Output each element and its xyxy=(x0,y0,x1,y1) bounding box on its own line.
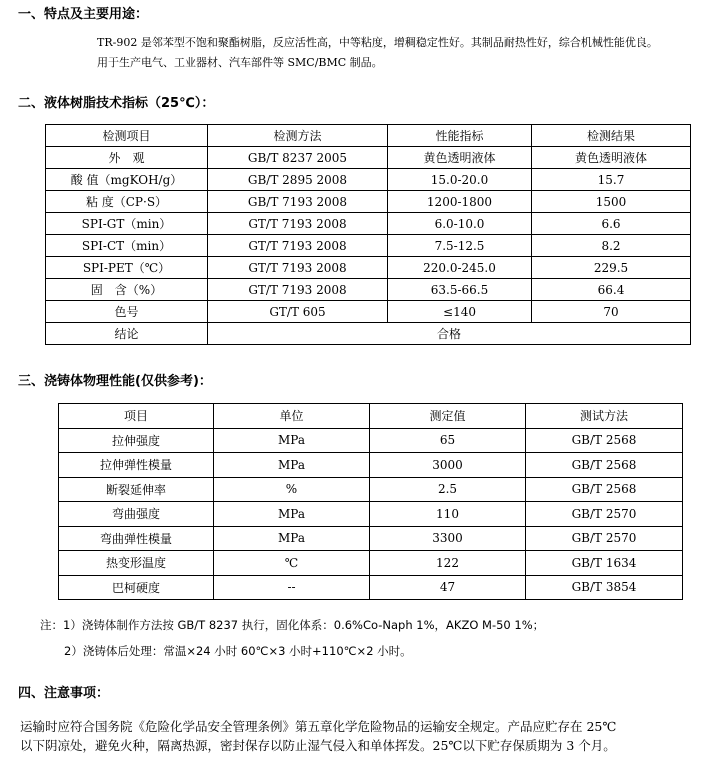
table-cell: ℃ xyxy=(214,551,370,576)
conclusion-value: 合格 xyxy=(208,323,691,345)
table-cell: GB/T 2895 2008 xyxy=(208,169,388,191)
table-row xyxy=(46,279,691,301)
table-cell: GB/T 2568 xyxy=(526,453,683,478)
header-cell: 性能指标 xyxy=(388,125,532,147)
table-cell: 3300 xyxy=(370,526,526,551)
table-cell: GT/T 605 xyxy=(208,301,388,323)
casting-properties-table xyxy=(58,403,683,600)
table-cell: 黄色透明液体 xyxy=(532,147,691,169)
table-cell: GT/T 7193 2008 xyxy=(208,213,388,235)
table-cell: % xyxy=(214,477,370,502)
table-cell: 7.5-12.5 xyxy=(388,235,532,257)
resin-spec-table xyxy=(45,124,691,345)
table-cell: SPI-CT（min） xyxy=(46,235,208,257)
table-cell: GB/T 2570 xyxy=(526,526,683,551)
table-header-row xyxy=(46,125,691,147)
table-cell: SPI-PET（℃） xyxy=(46,257,208,279)
table-row xyxy=(59,526,683,551)
conclusion-row xyxy=(46,323,691,345)
table-cell: 15.7 xyxy=(532,169,691,191)
table-header-row xyxy=(59,404,683,429)
conclusion-label: 结论 xyxy=(46,323,208,345)
table-cell: 弯曲强度 xyxy=(59,502,214,527)
table-cell: GB/T 2570 xyxy=(526,502,683,527)
table-cell: GT/T 7193 2008 xyxy=(208,235,388,257)
section-2-title: 二、液体树脂技术指标（25℃）： xyxy=(18,96,215,111)
table-row xyxy=(46,301,691,323)
table-cell: 弯曲弹性模量 xyxy=(59,526,214,551)
table-row xyxy=(46,257,691,279)
table-cell: 粘 度（CP·S） xyxy=(46,191,208,213)
table-cell: 110 xyxy=(370,502,526,527)
header-cell: 检测方法 xyxy=(208,125,388,147)
table-cell: 3000 xyxy=(370,453,526,478)
note-1: 注：1）浇铸体制作方法按 GB/T 8237 执行，固化体系：0.6%Co-Naph 1%，AKZO M-50 1%； xyxy=(40,618,545,632)
table-cell: 47 xyxy=(370,575,526,600)
table-row xyxy=(46,169,691,191)
table-cell: 热变形温度 xyxy=(59,551,214,576)
table-cell: ≤140 xyxy=(388,301,532,323)
section-1-line-1: TR-902 是邻苯型不饱和聚酯树脂，反应活性高，中等粘度，增稠稳定性好。其制品耐热性好，综合机械性能优良。 xyxy=(97,36,658,49)
table-cell: GT/T 7193 2008 xyxy=(208,279,388,301)
table-cell: 1200-1800 xyxy=(388,191,532,213)
table-row xyxy=(59,551,683,576)
table-row xyxy=(59,502,683,527)
table-cell: 固 含（%） xyxy=(46,279,208,301)
section-4-title: 四、注意事项： xyxy=(18,686,110,701)
table-row xyxy=(59,453,683,478)
header-cell: 测试方法 xyxy=(526,404,683,429)
table-row xyxy=(46,191,691,213)
table-cell: GB/T 2568 xyxy=(526,428,683,453)
table-cell: GB/T 2568 xyxy=(526,477,683,502)
table-row xyxy=(59,428,683,453)
table-cell: 229.5 xyxy=(532,257,691,279)
note-2: 2）浇铸体后处理：常温×24 小时 60℃×3 小时+110℃×2 小时。 xyxy=(64,644,412,658)
table-cell: 巴柯硬度 xyxy=(59,575,214,600)
table-cell: -- xyxy=(214,575,370,600)
table-cell: 63.5-66.5 xyxy=(388,279,532,301)
table-cell: GB/T 1634 xyxy=(526,551,683,576)
table-cell: 断裂延伸率 xyxy=(59,477,214,502)
table-cell: 66.4 xyxy=(532,279,691,301)
table-cell: 色号 xyxy=(46,301,208,323)
table-cell: 65 xyxy=(370,428,526,453)
table-cell: GB/T 8237 2005 xyxy=(208,147,388,169)
table-row xyxy=(46,235,691,257)
section-1-line-2: 用于生产电气、工业器材、汽车部件等 SMC/BMC 制品。 xyxy=(97,56,383,69)
table-cell: 外 观 xyxy=(46,147,208,169)
table-cell: MPa xyxy=(214,453,370,478)
table-cell: 6.0-10.0 xyxy=(388,213,532,235)
table-cell: GB/T 3854 xyxy=(526,575,683,600)
section-1-title: 一、特点及主要用途： xyxy=(18,7,149,22)
table-row xyxy=(46,213,691,235)
header-cell: 测定值 xyxy=(370,404,526,429)
table-cell: 6.6 xyxy=(532,213,691,235)
table-cell: MPa xyxy=(214,428,370,453)
table-cell: 122 xyxy=(370,551,526,576)
table-cell: 70 xyxy=(532,301,691,323)
table-cell: 酸 值（mgKOH/g） xyxy=(46,169,208,191)
table-cell: GB/T 7193 2008 xyxy=(208,191,388,213)
table-cell: 2.5 xyxy=(370,477,526,502)
section-3-title: 三、浇铸体物理性能(仅供参考)： xyxy=(18,374,212,389)
header-cell: 检测结果 xyxy=(532,125,691,147)
section-4-line-1: 运输时应符合国务院《危险化学品安全管理条例》第五章化学危险物品的运输安全规定。产品应贮存在 25℃ xyxy=(20,719,617,734)
table-cell: MPa xyxy=(214,526,370,551)
table-cell: 黄色透明液体 xyxy=(388,147,532,169)
header-cell: 项目 xyxy=(59,404,214,429)
section-4-line-2: 以下阴凉处，避免火种，隔离热源，密封保存以防止湿气侵入和单体挥发。25℃以下贮存保质期为 3 个月。 xyxy=(20,738,616,753)
table-cell: 拉伸强度 xyxy=(59,428,214,453)
table-cell: SPI-GT（min） xyxy=(46,213,208,235)
table-cell: GT/T 7193 2008 xyxy=(208,257,388,279)
table-cell: 220.0-245.0 xyxy=(388,257,532,279)
table-cell: 15.0-20.0 xyxy=(388,169,532,191)
table-row xyxy=(46,147,691,169)
table-row xyxy=(59,575,683,600)
table-cell: MPa xyxy=(214,502,370,527)
table-row xyxy=(59,477,683,502)
header-cell: 单位 xyxy=(214,404,370,429)
header-cell: 检测项目 xyxy=(46,125,208,147)
table-cell: 拉伸弹性模量 xyxy=(59,453,214,478)
table-cell: 8.2 xyxy=(532,235,691,257)
table-cell: 1500 xyxy=(532,191,691,213)
